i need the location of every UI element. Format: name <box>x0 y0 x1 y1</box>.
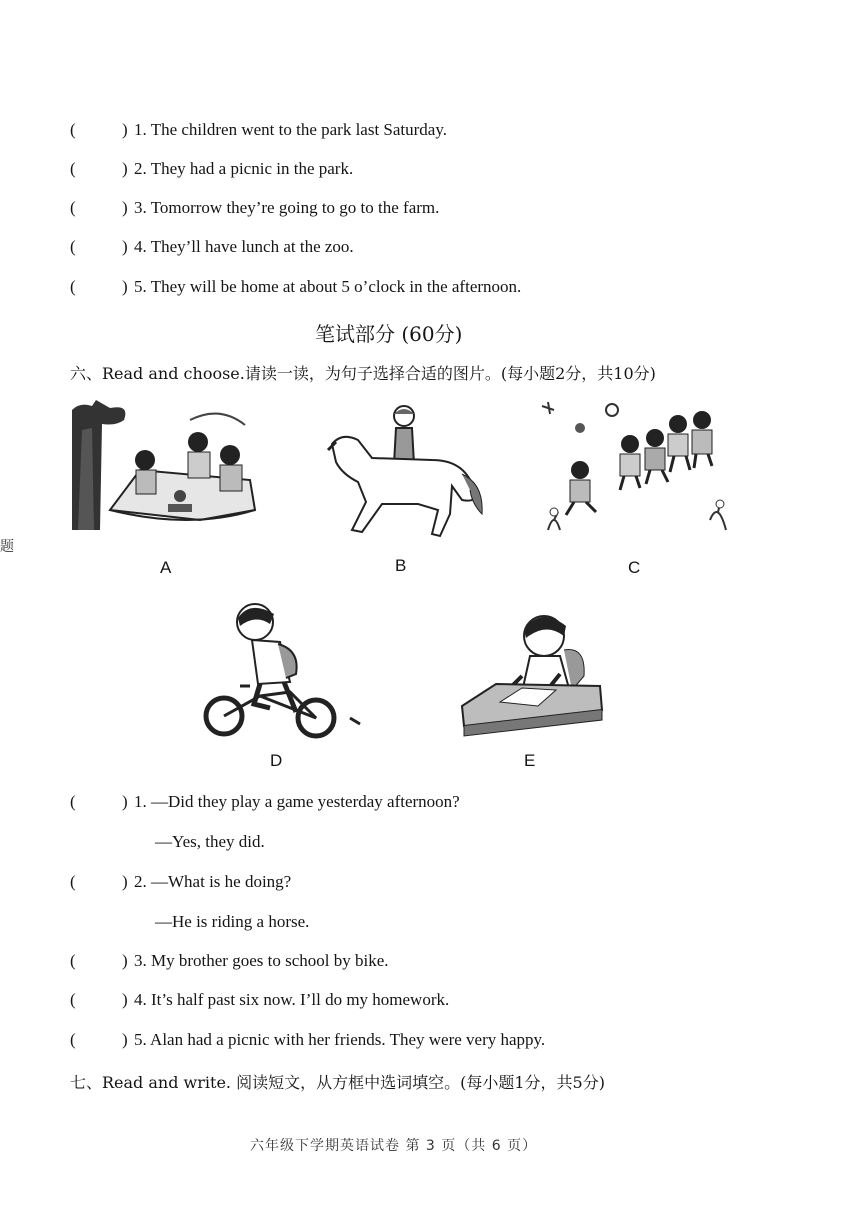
answer-blank-open[interactable]: ( <box>70 1030 76 1049</box>
answer-blank-open[interactable]: ( <box>70 237 76 256</box>
answer-blank-close: ) <box>122 277 128 296</box>
section6-title: 六、Read and choose.请读一读，为句子选择合适的图片。(每小题2分，共10分) <box>70 364 656 383</box>
answer-blank-close: ) <box>122 1030 128 1049</box>
page-footer: 六年级下学期英语试卷 第 3 页（共 6 页） <box>250 1138 538 1154</box>
answer-blank-open[interactable]: ( <box>70 872 76 891</box>
answer-blank-close: ) <box>122 159 128 178</box>
question-text: 3. My brother goes to school by bike. <box>134 951 389 970</box>
picnic-illustration <box>70 400 260 540</box>
picture-label-b: B <box>395 556 407 575</box>
answer-blank-close: ) <box>122 237 128 256</box>
statement-text: 3. Tomorrow they’re going to go to the farm. <box>134 198 440 217</box>
answer-blank-close: ) <box>122 951 128 970</box>
picture-label-d: D <box>270 751 283 770</box>
binding-margin-mark: 题 <box>0 539 14 555</box>
written-section-title: 笔试部分 (60分) <box>315 322 463 346</box>
answer-text: —Yes, they did. <box>155 832 265 851</box>
answer-blank-open[interactable]: ( <box>70 159 76 178</box>
answer-blank-open[interactable]: ( <box>70 198 76 217</box>
statement-text: 2. They had a picnic in the park. <box>134 159 354 178</box>
answer-blank-open[interactable]: ( <box>70 277 76 296</box>
answer-blank-close: ) <box>122 872 128 891</box>
boy-riding-bike-illustration <box>200 600 365 740</box>
children-playing-game-illustration <box>540 400 730 545</box>
boy-doing-homework-illustration <box>460 606 605 738</box>
picture-label-e: E <box>524 751 536 770</box>
answer-blank-open[interactable]: ( <box>70 951 76 970</box>
question-text: 4. It’s half past six now. I’ll do my homework. <box>134 990 450 1009</box>
section7-title: 七、Read and write. 阅读短文，从方框中选词填空。(每小题1分，共5分) <box>70 1073 605 1092</box>
statement-text: 5. They will be home at about 5 o’clock in the afternoon. <box>134 277 522 296</box>
answer-blank-close: ) <box>122 198 128 217</box>
picture-label-c: C <box>628 558 641 577</box>
horse-riding-illustration <box>322 404 487 540</box>
statement-text: 4. They’ll have lunch at the zoo. <box>134 237 354 256</box>
statement-text: 1. The children went to the park last Saturday. <box>134 120 447 139</box>
picture-label-a: A <box>160 558 172 577</box>
question-text: 1. —Did they play a game yesterday afternoon? <box>134 792 460 811</box>
answer-text: —He is riding a horse. <box>155 912 310 931</box>
question-text: 2. —What is he doing? <box>134 872 292 891</box>
answer-blank-open[interactable]: ( <box>70 120 76 139</box>
answer-blank-close: ) <box>122 792 128 811</box>
answer-blank-close: ) <box>122 990 128 1009</box>
question-text: 5. Alan had a picnic with her friends. They were very happy. <box>134 1030 546 1049</box>
answer-blank-open[interactable]: ( <box>70 990 76 1009</box>
answer-blank-open[interactable]: ( <box>70 792 76 811</box>
answer-blank-close: ) <box>122 120 128 139</box>
